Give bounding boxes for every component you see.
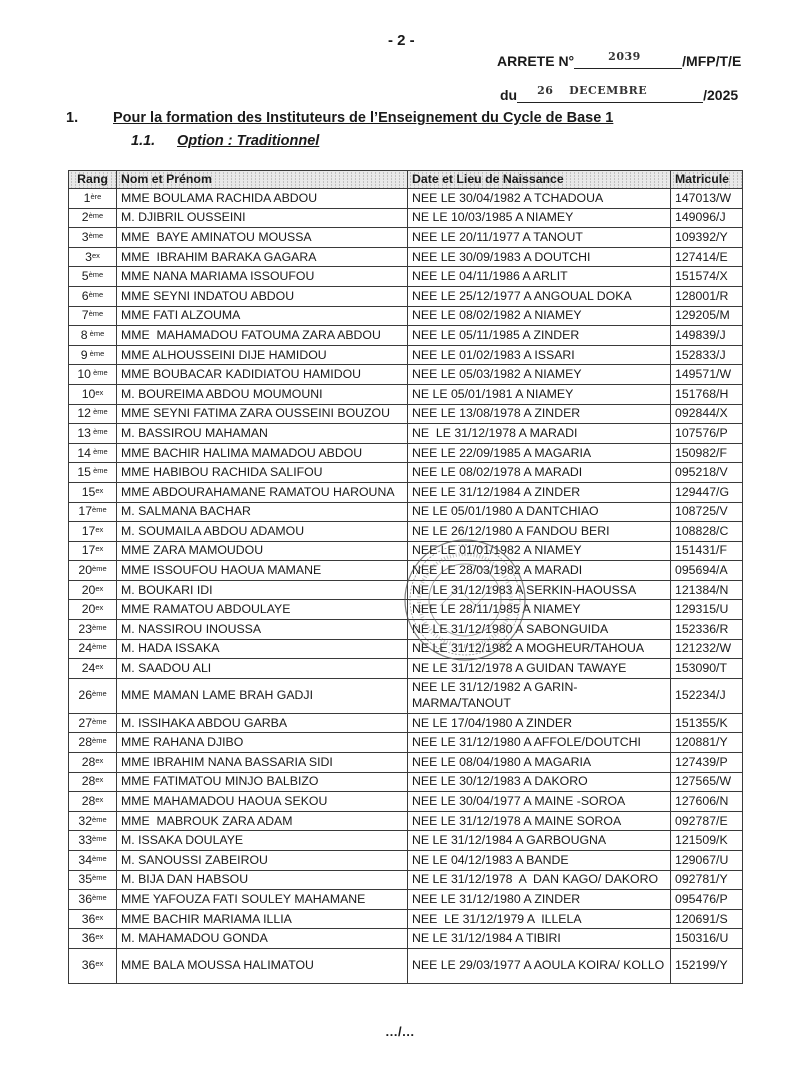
matricule-cell: 121384/N <box>671 580 743 600</box>
rank-suffix: ème <box>87 328 105 338</box>
rank-suffix: ère <box>90 191 102 201</box>
matricule-cell: 129067/U <box>671 851 743 871</box>
rank-number: 33 <box>78 833 93 848</box>
matricule-cell: 129205/M <box>671 306 743 326</box>
rank-suffix: ex <box>95 544 104 554</box>
matricule-cell: 092787/E <box>671 811 743 831</box>
rank-number: 28 <box>81 774 96 789</box>
table-row <box>69 851 743 871</box>
rank-number: 6 <box>81 288 89 303</box>
name-cell: M. DJIBRIL OUSSEINI <box>117 208 408 228</box>
matricule-cell: 152833/J <box>671 345 743 365</box>
rank-suffix: ème <box>92 564 107 574</box>
matricule-cell: 109392/Y <box>671 228 743 248</box>
name-cell: MME NANA MARIAMA ISSOUFOU <box>117 267 408 287</box>
rank-number: 17 <box>81 543 96 558</box>
rank-cell <box>69 811 117 831</box>
matricule-cell: 149839/J <box>671 326 743 346</box>
table-row <box>69 600 743 620</box>
name-cell: M. BASSIROU MAHAMAN <box>117 424 408 444</box>
rank-suffix: ème <box>92 716 107 726</box>
rank-suffix: ème <box>92 642 107 652</box>
name-cell: MME IBRAHIM BARAKA GAGARA <box>117 247 408 267</box>
table-row <box>69 831 743 851</box>
rank-number: 10 <box>77 367 91 382</box>
rank-number: 36 <box>81 911 96 926</box>
table-row <box>69 424 743 444</box>
rank-suffix: ème <box>87 348 105 358</box>
rank-number: 24 <box>78 641 93 656</box>
rank-number: 27 <box>78 715 93 730</box>
matricule-cell: 151431/F <box>671 541 743 561</box>
rank-suffix: ex <box>95 932 104 942</box>
rank-cell <box>69 306 117 326</box>
matricule-cell: 150982/F <box>671 443 743 463</box>
table-row <box>69 384 743 404</box>
rank-cell <box>69 541 117 561</box>
rank-cell <box>69 851 117 871</box>
rank-number: 13 <box>77 425 91 440</box>
rank-cell <box>69 326 117 346</box>
birth-cell: NEE LE 31/12/1978 A MAINE SOROA <box>408 811 671 831</box>
table-row <box>69 247 743 267</box>
name-cell: MME BALA MOUSSA HALIMATOU <box>117 948 408 983</box>
name-cell: M. ISSAKA DOULAYE <box>117 831 408 851</box>
matricule-cell: 129315/U <box>671 600 743 620</box>
matricule-cell: 095476/P <box>671 890 743 910</box>
birth-cell: NEE LE 30/09/1983 A DOUTCHI <box>408 247 671 267</box>
rank-cell <box>69 228 117 248</box>
rank-number: 32 <box>78 813 93 828</box>
header-matricule: Matricule <box>671 171 743 189</box>
rank-cell <box>69 443 117 463</box>
birth-cell: NEE LE 22/09/1985 A MAGARIA <box>408 443 671 463</box>
rank-cell <box>69 713 117 733</box>
rank-suffix: ème <box>92 814 107 824</box>
table-row <box>69 189 743 209</box>
name-cell: MME HABIBOU RACHIDA SALIFOU <box>117 463 408 483</box>
matricule-cell: 127439/P <box>671 753 743 773</box>
name-cell: MME MAHAMADOU HAOUA SEKOU <box>117 792 408 812</box>
table-row <box>69 870 743 890</box>
matricule-cell: 153090/T <box>671 659 743 679</box>
birth-cell: NEE LE 08/04/1980 A MAGARIA <box>408 753 671 773</box>
rank-suffix: ème <box>88 211 104 221</box>
matricule-cell: 108828/C <box>671 522 743 542</box>
birth-cell: NEE LE 08/02/1982 A NIAMEY <box>408 306 671 326</box>
rank-suffix: ème <box>91 426 108 436</box>
arrete-label: ARRETE N° <box>497 53 575 69</box>
table-row <box>69 580 743 600</box>
table-row <box>69 792 743 812</box>
rank-number: 20 <box>81 602 96 617</box>
rank-suffix: ex <box>95 603 104 613</box>
table-row <box>69 463 743 483</box>
rank-cell <box>69 678 117 713</box>
table-row <box>69 890 743 910</box>
arrete-number: 2039 <box>608 50 641 63</box>
rank-suffix: ème <box>92 892 107 902</box>
rank-suffix: ème <box>91 466 108 476</box>
rank-cell <box>69 208 117 228</box>
name-cell: MME MABROUK ZARA ADAM <box>117 811 408 831</box>
name-cell: MME BACHIR MARIAMA ILLIA <box>117 909 408 929</box>
rank-cell <box>69 929 117 949</box>
name-cell: MME ZARA MAMOUDOU <box>117 541 408 561</box>
rank-cell <box>69 345 117 365</box>
birth-cell: NE LE 31/12/1978 A MARADI <box>408 424 671 444</box>
matricule-cell: 147013/W <box>671 189 743 209</box>
rank-cell <box>69 620 117 640</box>
matricule-cell: 121232/W <box>671 639 743 659</box>
birth-cell: NE LE 31/12/1978 A DAN KAGO/ DAKORO <box>408 870 671 890</box>
birth-cell: NEE LE 05/11/1985 A ZINDER <box>408 326 671 346</box>
table-row <box>69 345 743 365</box>
matricule-cell: 127565/W <box>671 772 743 792</box>
name-cell: MME SEYNI FATIMA ZARA OUSSEINI BOUZOU <box>117 404 408 424</box>
section-number: 1. <box>66 110 79 126</box>
matricule-cell: 127414/E <box>671 247 743 267</box>
birth-cell: NE LE 31/12/1984 A TIBIRI <box>408 929 671 949</box>
birth-cell: NE LE 17/04/1980 A ZINDER <box>408 713 671 733</box>
name-cell: MME RAMATOU ABDOULAYE <box>117 600 408 620</box>
rank-suffix: ex <box>95 583 104 593</box>
birth-cell: NEE LE 30/04/1977 A MAINE -SOROA <box>408 792 671 812</box>
matricule-cell: 108725/V <box>671 502 743 522</box>
name-cell: M. SALMANA BACHAR <box>117 502 408 522</box>
table-row <box>69 502 743 522</box>
rank-suffix: ème <box>92 834 107 844</box>
header-naissance: Date et Lieu de Naissance <box>408 171 671 189</box>
rank-number: 34 <box>78 852 93 867</box>
table-row <box>69 306 743 326</box>
birth-cell: NEE LE 31/12/1980 A AFFOLE/DOUTCHI <box>408 733 671 753</box>
rank-cell <box>69 733 117 753</box>
birth-cell: NEE LE 31/12/1979 A ILLELA <box>408 909 671 929</box>
rank-number: 36 <box>78 891 93 906</box>
rank-cell <box>69 561 117 581</box>
table-row <box>69 639 743 659</box>
rank-cell <box>69 424 117 444</box>
rank-cell <box>69 286 117 306</box>
matricule-cell: 152234/J <box>671 678 743 713</box>
page-number: - 2 - <box>388 32 415 49</box>
table-row <box>69 208 743 228</box>
birth-cell: NEE LE 05/03/1982 A NIAMEY <box>408 365 671 385</box>
name-cell: M. BIJA DAN HABSOU <box>117 870 408 890</box>
subsection-number: 1.1. <box>131 133 156 149</box>
rank-suffix: ex <box>95 524 104 534</box>
matricule-cell: 092781/Y <box>671 870 743 890</box>
table-row <box>69 753 743 773</box>
rank-cell <box>69 639 117 659</box>
rank-suffix: ex <box>95 662 104 672</box>
name-cell: M. NASSIROU INOUSSA <box>117 620 408 640</box>
matricule-cell: 120691/S <box>671 909 743 929</box>
birth-cell: NEE LE 04/11/1986 A ARLIT <box>408 267 671 287</box>
matricule-cell: 107576/P <box>671 424 743 444</box>
table-row <box>69 620 743 640</box>
continuation-mark: …/… <box>385 1024 415 1039</box>
du-label: du <box>500 87 518 103</box>
header-nom: Nom et Prénom <box>117 171 408 189</box>
rank-cell <box>69 890 117 910</box>
matricule-cell: 149571/W <box>671 365 743 385</box>
name-cell: M. BOUKARI IDI <box>117 580 408 600</box>
name-cell: MME ISSOUFOU HAOUA MAMANE <box>117 561 408 581</box>
table-row <box>69 365 743 385</box>
birth-cell: NE LE 31/12/1983 A SERKIN-HAOUSSA <box>408 580 671 600</box>
rank-suffix: ex <box>95 755 104 765</box>
rank-cell <box>69 948 117 983</box>
rank-suffix: ex <box>95 387 104 397</box>
rank-cell <box>69 792 117 812</box>
rank-cell <box>69 502 117 522</box>
table-row <box>69 522 743 542</box>
rank-suffix: ème <box>92 622 107 632</box>
rank-number: 20 <box>78 563 93 578</box>
candidates-table <box>68 170 743 984</box>
matricule-cell: 149096/J <box>671 208 743 228</box>
rank-number: 2 <box>81 210 89 225</box>
arrete-number-field <box>574 52 682 69</box>
matricule-cell: 121509/K <box>671 831 743 851</box>
name-cell: MME FATI ALZOUMA <box>117 306 408 326</box>
name-cell: MME SEYNI INDATOU ABDOU <box>117 286 408 306</box>
subsection-title: Option : Traditionnel <box>177 133 320 149</box>
name-cell: MME IBRAHIM NANA BASSARIA SIDI <box>117 753 408 773</box>
matricule-cell: 151574/X <box>671 267 743 287</box>
rank-cell <box>69 870 117 890</box>
table-row <box>69 929 743 949</box>
name-cell: MME FATIMATOU MINJO BALBIZO <box>117 772 408 792</box>
table-row <box>69 909 743 929</box>
birth-cell: NE LE 10/03/1985 A NIAMEY <box>408 208 671 228</box>
name-cell: MME BACHIR HALIMA MAMADOU ABDOU <box>117 443 408 463</box>
birth-cell: NEE LE 28/03/1982 A MARADI <box>408 561 671 581</box>
rank-suffix: ème <box>92 853 107 863</box>
rank-cell <box>69 404 117 424</box>
rank-suffix: ex <box>95 775 104 785</box>
table-row <box>69 443 743 463</box>
name-cell: MME YAFOUZA FATI SOULEY MAHAMANE <box>117 890 408 910</box>
rank-suffix: ème <box>91 368 108 378</box>
birth-cell: NEE LE 31/12/1980 A ZINDER <box>408 890 671 910</box>
table-row <box>69 772 743 792</box>
rank-cell <box>69 463 117 483</box>
matricule-cell: 129447/G <box>671 482 743 502</box>
table-row <box>69 948 743 983</box>
birth-cell: NEE LE 13/08/1978 A ZINDER <box>408 404 671 424</box>
rank-cell <box>69 580 117 600</box>
birth-cell: NEE LE 31/12/1984 A ZINDER <box>408 482 671 502</box>
matricule-cell: 150316/U <box>671 929 743 949</box>
rank-number: 17 <box>78 504 93 519</box>
rank-cell <box>69 831 117 851</box>
date-line <box>500 86 738 103</box>
table-row <box>69 811 743 831</box>
rank-suffix: ème <box>91 446 108 456</box>
birth-cell: NE LE 31/12/1982 A MOGHEUR/TAHOUA <box>408 639 671 659</box>
birth-cell: NEE LE 30/12/1983 A DAKORO <box>408 772 671 792</box>
birth-cell: NEE LE 20/11/1977 A TANOUT <box>408 228 671 248</box>
birth-cell: NEE LE 01/01/1982 A NIAMEY <box>408 541 671 561</box>
name-cell: MME ABDOURAHAMANE RAMATOU HAROUNA <box>117 482 408 502</box>
matricule-cell: 152199/Y <box>671 948 743 983</box>
rank-cell <box>69 365 117 385</box>
rank-number: 3 <box>81 229 89 244</box>
table-row <box>69 678 743 713</box>
rank-suffix: ex <box>91 250 100 260</box>
birth-cell: NE LE 04/12/1983 A BANDE <box>408 851 671 871</box>
name-cell: M. SAADOU ALI <box>117 659 408 679</box>
rank-suffix: ème <box>88 230 104 240</box>
table-row <box>69 659 743 679</box>
rank-number: 1 <box>83 190 91 205</box>
rank-cell <box>69 267 117 287</box>
table-row <box>69 286 743 306</box>
rank-number: 17 <box>81 523 96 538</box>
birth-cell: NE LE 31/12/1984 A GARBOUGNA <box>408 831 671 851</box>
rank-number: 15 <box>77 465 91 480</box>
birth-cell: NE LE 05/01/1981 A NIAMEY <box>408 384 671 404</box>
rank-number: 8 <box>80 327 88 342</box>
name-cell: MME BAYE AMINATOU MOUSSA <box>117 228 408 248</box>
rank-number: 20 <box>81 582 96 597</box>
birth-cell: NEE LE 29/03/1977 A AOULA KOIRA/ KOLLO <box>408 948 671 983</box>
matricule-cell: 127606/N <box>671 792 743 812</box>
rank-cell <box>69 247 117 267</box>
table-body <box>69 189 743 984</box>
date-month: DECEMBRE <box>569 84 648 97</box>
matricule-cell: 152336/R <box>671 620 743 640</box>
rank-suffix: ème <box>91 407 108 417</box>
rank-suffix: ème <box>92 689 107 699</box>
rank-suffix: ème <box>92 736 107 746</box>
rank-number: 15 <box>81 484 96 499</box>
name-cell: M. ISSIHAKA ABDOU GARBA <box>117 713 408 733</box>
rank-suffix: ème <box>88 309 104 319</box>
rank-cell <box>69 189 117 209</box>
rank-number: 28 <box>78 735 93 750</box>
arrete-suffix: /MFP/T/E <box>682 53 742 69</box>
name-cell: M. HADA ISSAKA <box>117 639 408 659</box>
rank-number: 28 <box>81 794 96 809</box>
name-cell: MME MAMAN LAME BRAH GADJI <box>117 678 408 713</box>
rank-number: 28 <box>81 754 96 769</box>
matricule-cell: 092844/X <box>671 404 743 424</box>
rank-cell <box>69 482 117 502</box>
birth-cell: NE LE 31/12/1978 A GUIDAN TAWAYE <box>408 659 671 679</box>
matricule-cell: 151768/H <box>671 384 743 404</box>
name-cell: M. BOUREIMA ABDOU MOUMOUNI <box>117 384 408 404</box>
rank-number: 7 <box>81 308 89 323</box>
rank-suffix: ex <box>95 912 104 922</box>
rank-number: 10 <box>81 386 96 401</box>
table-row <box>69 713 743 733</box>
name-cell: MME BOULAMA RACHIDA ABDOU <box>117 189 408 209</box>
birth-cell: NE LE 05/01/1980 A DANTCHIAO <box>408 502 671 522</box>
rank-cell <box>69 522 117 542</box>
table-row <box>69 561 743 581</box>
name-cell: MME ALHOUSSEINI DIJE HAMIDOU <box>117 345 408 365</box>
matricule-cell: 120881/Y <box>671 733 743 753</box>
table-row <box>69 326 743 346</box>
rank-cell <box>69 772 117 792</box>
name-cell: MME MAHAMADOU FATOUMA ZARA ABDOU <box>117 326 408 346</box>
rank-number: 5 <box>81 269 89 284</box>
rank-number: 12 <box>77 406 91 421</box>
rank-cell <box>69 909 117 929</box>
rank-number: 24 <box>81 661 96 676</box>
matricule-cell: 095694/A <box>671 561 743 581</box>
rank-suffix: ex <box>95 959 104 969</box>
rank-cell <box>69 600 117 620</box>
date-field <box>517 86 703 103</box>
birth-cell: NEE LE 25/12/1977 A ANGOUAL DOKA <box>408 286 671 306</box>
rank-number: 23 <box>78 621 93 636</box>
name-cell: M. SANOUSSI ZABEIROU <box>117 851 408 871</box>
birth-cell: NEE LE 28/11/1985 A NIAMEY <box>408 600 671 620</box>
arrete-line <box>497 52 741 69</box>
birth-cell: NEE LE 30/04/1982 A TCHADOUA <box>408 189 671 209</box>
rank-suffix: ème <box>92 873 107 883</box>
header-rang: Rang <box>69 171 117 189</box>
rank-cell <box>69 384 117 404</box>
name-cell: MME RAHANA DJIBO <box>117 733 408 753</box>
birth-cell: NEE LE 08/02/1978 A MARADI <box>408 463 671 483</box>
rank-number: 9 <box>80 347 88 362</box>
birth-cell: NEE LE 31/12/1982 A GARIN-MARMA/TANOUT <box>408 678 671 713</box>
date-day: 26 <box>537 84 554 97</box>
rank-number: 26 <box>78 688 93 703</box>
matricule-cell: 128001/R <box>671 286 743 306</box>
birth-cell: NE LE 26/12/1980 A FANDOU BERI <box>408 522 671 542</box>
table-row <box>69 404 743 424</box>
birth-cell: NE LE 31/12/1980 A SABONGUIDA <box>408 620 671 640</box>
rank-number: 36 <box>81 958 96 973</box>
rank-suffix: ex <box>95 795 104 805</box>
rank-cell <box>69 659 117 679</box>
name-cell: MME BOUBACAR KADIDIATOU HAMIDOU <box>117 365 408 385</box>
rank-number: 3 <box>85 249 92 264</box>
rank-number: 35 <box>78 872 93 887</box>
rank-cell <box>69 753 117 773</box>
birth-cell: NEE LE 01/02/1983 A ISSARI <box>408 345 671 365</box>
name-cell: M. SOUMAILA ABDOU ADAMOU <box>117 522 408 542</box>
matricule-cell: 095218/V <box>671 463 743 483</box>
section-title: Pour la formation des Instituteurs de l’Enseignement du Cycle de Base 1 <box>113 110 614 126</box>
matricule-cell: 151355/K <box>671 713 743 733</box>
rank-number: 14 <box>77 445 91 460</box>
table-row <box>69 733 743 753</box>
table-row <box>69 541 743 561</box>
rank-number: 36 <box>81 931 96 946</box>
rank-suffix: ème <box>92 505 107 515</box>
table-header-row <box>69 171 743 189</box>
rank-suffix: ex <box>95 485 104 495</box>
table-row <box>69 267 743 287</box>
rank-suffix: ème <box>88 289 104 299</box>
rank-suffix: ème <box>88 270 104 280</box>
table-row <box>69 482 743 502</box>
name-cell: M. MAHAMADOU GONDA <box>117 929 408 949</box>
table-row <box>69 228 743 248</box>
date-year: /2025 <box>703 87 739 103</box>
